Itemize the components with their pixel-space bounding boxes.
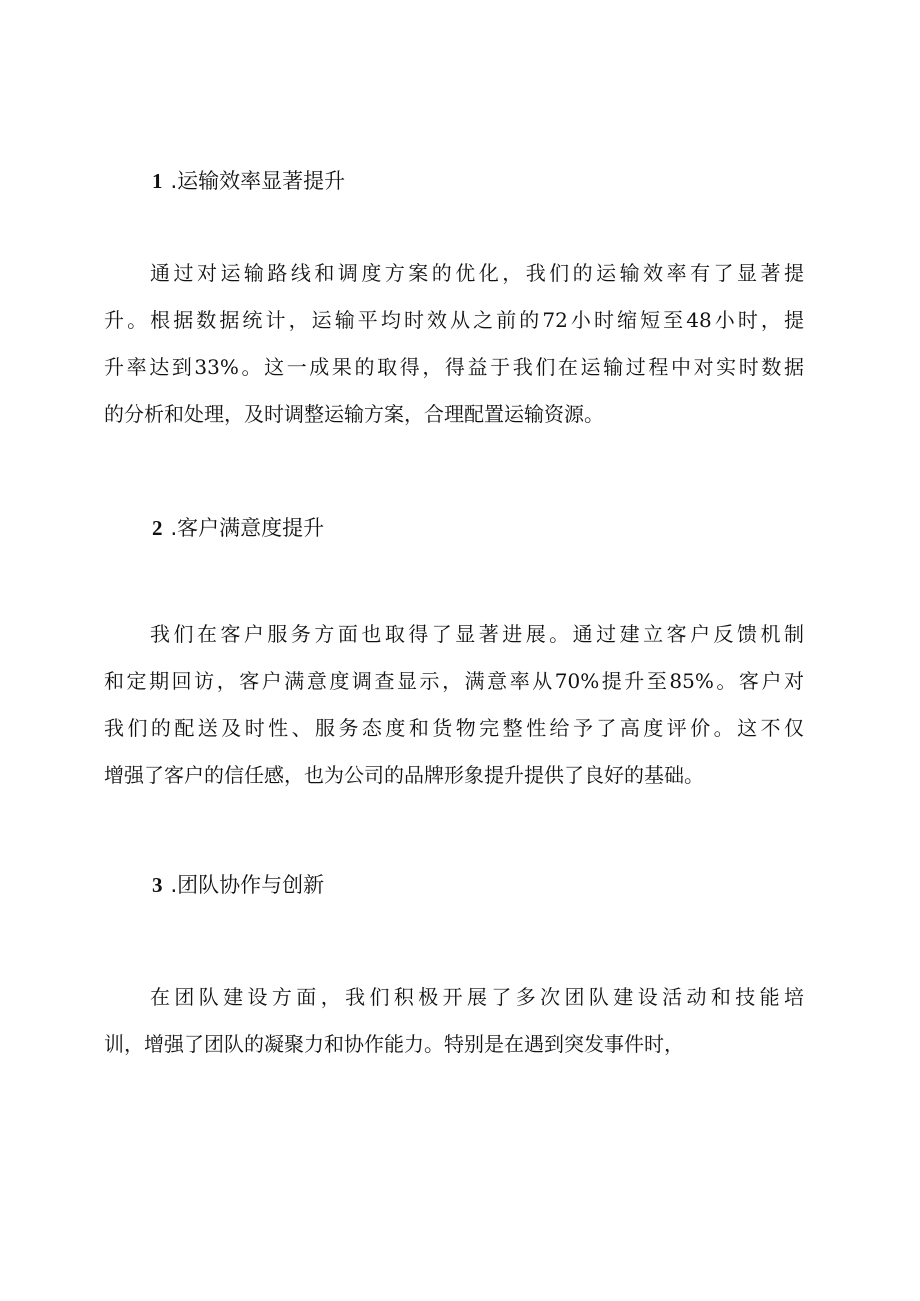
paragraph-line: 我们在客户服务方面也取得了显著进展。通过建立客户反馈机制 <box>150 622 804 646</box>
section-heading-3 <box>152 870 324 900</box>
section-number: 3 <box>152 873 163 897</box>
paragraph-line: 在团队建设方面，我们积极开展了多次团队建设活动和技能培 <box>150 985 804 1009</box>
paragraph-line: 增强了客户的信任感，也为公司的品牌形象提升提供了良好的基础。 <box>104 763 704 787</box>
paragraph-line: 和定期回访，客户满意度调查显示，满意率从70%提升至85%。客户对 <box>104 669 804 693</box>
section-title: .团队协作与创新 <box>170 873 325 897</box>
section-heading-1 <box>152 166 345 196</box>
paragraph-line: 训，增强了团队的凝聚力和协作能力。特别是在遇到突发事件时， <box>104 1032 684 1056</box>
section-paragraph-2 <box>104 611 804 799</box>
paragraph-line: 通过对运输路线和调度方案的优化，我们的运输效率有了显著提 <box>150 261 804 285</box>
section-heading-2 <box>152 513 324 543</box>
paragraph-line: 升。根据数据统计，运输平均时效从之前的72小时缩短至48小时，提 <box>104 308 804 332</box>
section-number: 2 <box>152 516 163 540</box>
section-paragraph-3 <box>104 974 804 1068</box>
paragraph-line: 的分析和处理，及时调整运输方案，合理配置运输资源。 <box>104 402 604 426</box>
section-paragraph-1 <box>104 250 804 438</box>
section-number: 1 <box>152 169 163 193</box>
paragraph-line: 我们的配送及时性、服务态度和货物完整性给予了高度评价。这不仅 <box>104 716 804 740</box>
section-title: .运输效率显著提升 <box>170 169 346 193</box>
section-title: .客户满意度提升 <box>170 516 325 540</box>
paragraph-line: 升率达到33%。这一成果的取得，得益于我们在运输过程中对实时数据 <box>104 355 804 379</box>
